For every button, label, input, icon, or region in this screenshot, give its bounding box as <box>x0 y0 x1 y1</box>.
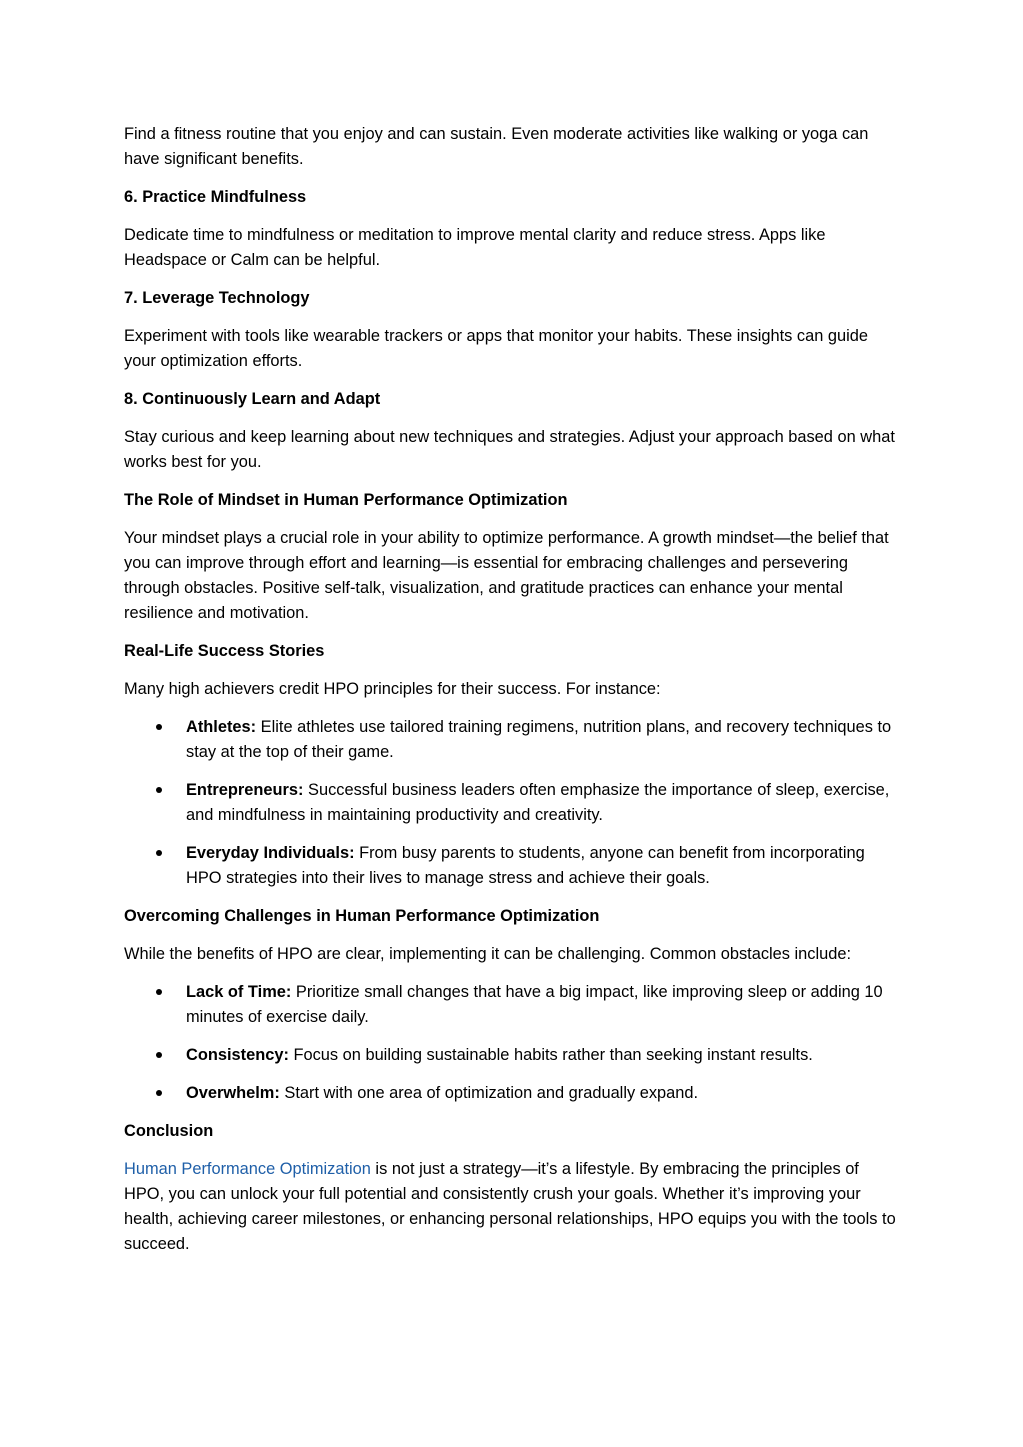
challenges-list <box>124 980 896 1106</box>
paragraph-continuously-learn: Stay curious and keep learning about new techniques and strategies. Adjust your approach based on what works best for you. <box>124 428 895 471</box>
list-item <box>124 715 896 765</box>
list-item-term: Consistency: <box>186 1046 289 1064</box>
list-item-term: Athletes: <box>186 718 257 736</box>
list-item-term: Lack of Time: <box>186 983 292 1001</box>
list-item-term: Entrepreneurs: <box>186 781 304 799</box>
list-item-text: Focus on building sustainable habits rather than seeking instant results. <box>288 1046 813 1064</box>
heading-practice-mindfulness: 6. Practice Mindfulness <box>124 188 307 206</box>
heading-overcoming-challenges: Overcoming Challenges in Human Performance Optimization <box>124 907 600 925</box>
list-item-text: Successful business leaders often emphasize the importance of sleep, exercise, and mindfulness in maintaining productivity and creativity. <box>186 781 890 824</box>
list-item-text: From busy parents to students, anyone can benefit from incorporating HPO strategies into their lives to manage stress and achieve their goals. <box>186 844 865 887</box>
list-item-text: Elite athletes use tailored training regimens, nutrition plans, and recovery techniques to stay at the top of their game. <box>186 718 892 761</box>
heading-continuously-learn: 8. Continuously Learn and Adapt <box>124 390 381 408</box>
conclusion-text: is not just a strategy—it’s a lifestyle. By embracing the principles of HPO, you can unlock your full potential and consistently crush your goals. Whether it’s improving your health, achieving career milestones, or enhancing personal relationships, HPO equips you with the tools to succeed. <box>124 1160 896 1253</box>
paragraph-practice-mindfulness: Dedicate time to mindfulness or meditation to improve mental clarity and reduce stress. Apps like Headspace or Calm can be helpful. <box>124 226 826 269</box>
paragraph-conclusion <box>124 1157 896 1257</box>
intro-paragraph: Find a fitness routine that you enjoy and can sustain. Even moderate activities like walking or yoga can have significant benefits. <box>124 125 869 168</box>
list-item <box>124 980 896 1030</box>
heading-leverage-technology: 7. Leverage Technology <box>124 289 310 307</box>
paragraph-leverage-technology: Experiment with tools like wearable trackers or apps that monitor your habits. These insights can guide your optimization efforts. <box>124 327 869 370</box>
list-item-term: Overwhelm: <box>186 1084 280 1102</box>
document-page <box>124 122 896 1270</box>
paragraph-overcoming-challenges: While the benefits of HPO are clear, implementing it can be challenging. Common obstacles include: <box>124 945 852 963</box>
list-item <box>124 778 896 828</box>
list-item <box>124 1043 896 1068</box>
list-item-text: Start with one area of optimization and gradually expand. <box>279 1084 699 1102</box>
list-item-text: Prioritize small changes that have a big impact, like improving sleep or adding 10 minutes of exercise daily. <box>186 983 883 1026</box>
heading-conclusion: Conclusion <box>124 1122 214 1140</box>
heading-success-stories: Real-Life Success Stories <box>124 642 325 660</box>
paragraph-success-stories: Many high achievers credit HPO principles for their success. For instance: <box>124 680 661 698</box>
success-stories-list <box>124 715 896 891</box>
hpo-link[interactable]: Human Performance Optimization <box>124 1160 371 1178</box>
paragraph-role-of-mindset: Your mindset plays a crucial role in your ability to optimize performance. A growth mindset—the belief that you can improve through effort and learning—is essential for embracing challenges and persevering through obstacles. Positive self-talk, visualization, and gratitude practices can enhance your mental resilience and motivation. <box>124 529 889 622</box>
list-item <box>124 1081 896 1106</box>
heading-role-of-mindset: The Role of Mindset in Human Performance Optimization <box>124 491 568 509</box>
list-item-term: Everyday Individuals: <box>186 844 355 862</box>
list-item <box>124 841 896 891</box>
